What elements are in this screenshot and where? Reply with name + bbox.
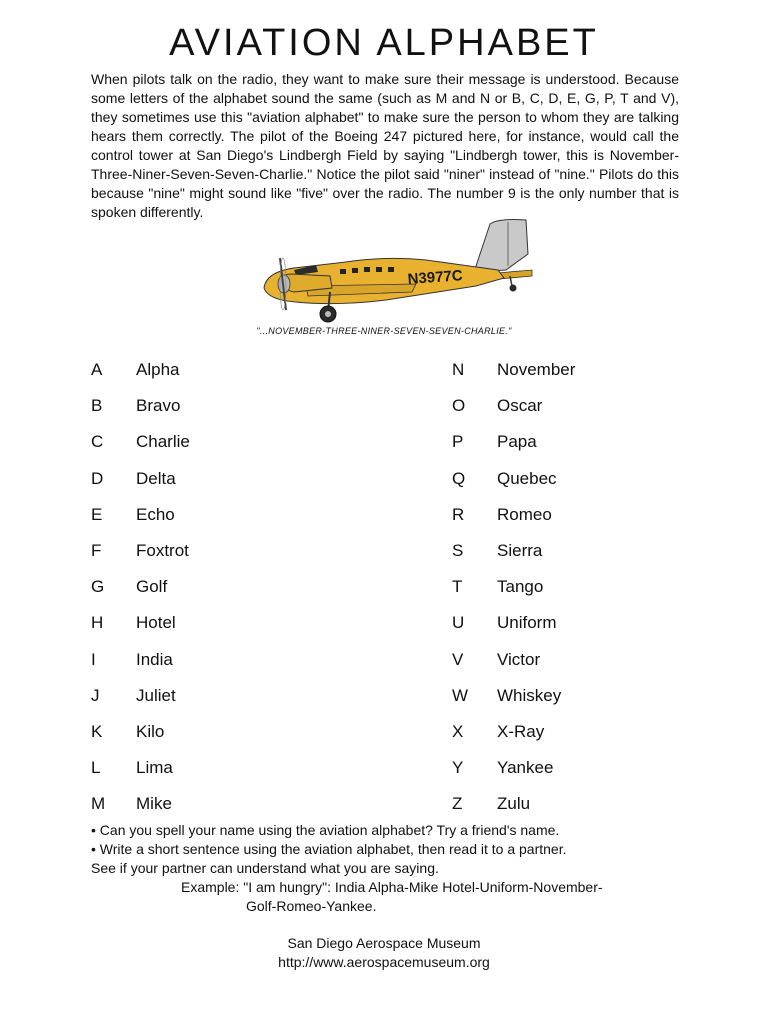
alphabet-word: Victor [497,649,541,669]
page-title: AVIATION ALPHABET [169,22,599,64]
example-line-continued: Golf-Romeo-Yankee. [246,898,377,914]
alphabet-word: Hotel [136,613,176,633]
alphabet-word: November [497,360,576,380]
museum-footer [0,934,768,972]
alphabet-word: India [136,649,173,669]
alphabet-letter: D [91,468,104,488]
alphabet-row [452,352,712,388]
alphabet-row [91,424,351,460]
activities-section [91,821,691,916]
alphabet-row [91,714,351,750]
alphabet-letter: K [91,721,103,741]
alphabet-row [452,605,712,641]
plane-window [352,268,358,273]
alphabet-word: Mike [136,794,172,814]
intro-paragraph: When pilots talk on the radio, they want to make sure their message is understood. Because some letters of the alphabet sound the same (such as M and N or B, C, D, E, G, P, T and V), they sometimes use this "aviation alphabet" to make sure the person to whom they are talking hears them correctly. The pilot of the Boeing 247 pictured here, for instance, would call the control tower at San Diego's Lindbergh Field by saying "Lindbergh tower, this is November-Three-Niner-Seven-Seven-Charlie." Notice the pilot said "niner" instead of "nine." Pilots do this because "nine" might sound like "five" over the radio. The number 9 is the only number that is spoken differently. [91,71,679,220]
alphabet-word: Tango [497,577,544,597]
alphabet-letter: L [91,758,101,778]
alphabet-row [91,786,351,822]
activity-bullet-2-continued: See if your partner can understand what you are saying. [91,860,439,876]
alphabet-letter: H [91,613,104,633]
alphabet-row [91,497,351,533]
alphabet-letter: S [452,541,464,561]
alphabet-word: Sierra [497,541,543,561]
alphabet-word: Delta [136,468,176,488]
alphabet-row [91,533,351,569]
plane-window [388,267,394,272]
alphabet-word: Oscar [497,396,543,416]
alphabet-row [452,533,712,569]
alphabet-letter: J [91,685,100,705]
alphabet-row [91,605,351,641]
alphabet-letter: X [452,721,464,741]
alphabet-word: Charlie [136,432,190,452]
activity-bullet-1: • Can you spell your name using the aviation alphabet? Try a friend's name. [91,822,560,838]
alphabet-row [452,678,712,714]
alphabet-row [452,497,712,533]
alphabet-letter: F [91,541,102,561]
alphabet-row [91,750,351,786]
alphabet-row [91,678,351,714]
alphabet-letter: Y [452,758,464,778]
plane-window [340,269,346,274]
alphabet-word: X-Ray [497,721,545,741]
alphabet-row [91,352,351,388]
alphabet-letter: U [452,613,465,633]
alphabet-word: Alpha [136,360,180,380]
alphabet-word: Kilo [136,721,165,741]
alphabet-word: Juliet [136,685,176,705]
alphabet-letter: Q [452,468,466,488]
alphabet-letter: B [91,396,103,416]
plane-window [364,267,370,272]
alphabet-column-left [91,352,351,822]
alphabet-word: Golf [136,577,168,597]
plane-window [376,267,382,272]
plane-tail-fin [474,220,528,273]
alphabet-letter: N [452,360,465,380]
activity-bullet-2: • Write a short sentence using the aviation alphabet, then read it to a partner. [91,841,567,857]
alphabet-word: Zulu [497,794,531,814]
alphabet-letter: T [452,577,463,597]
alphabet-word: Quebec [497,468,557,488]
alphabet-word: Echo [136,504,175,524]
alphabet-word: Yankee [497,758,554,778]
alphabet-row [452,786,712,822]
alphabet-row [452,642,712,678]
alphabet-letter: A [91,360,103,380]
alphabet-row [91,642,351,678]
alphabet-row [91,461,351,497]
alphabet-letter: W [452,685,469,705]
alphabet-letter: V [452,649,464,669]
alphabet-word: Uniform [497,613,557,633]
alphabet-letter: E [91,504,103,524]
alphabet-letter: G [91,577,105,597]
example-line: Example: "I am hungry": India Alpha-Mike Hotel-Uniform-November- [181,879,603,895]
alphabet-word: Bravo [136,396,181,416]
alphabet-column-right [452,352,712,822]
alphabet-letter: I [91,649,96,669]
alphabet-letter: O [452,396,466,416]
alphabet-row [452,388,712,424]
alphabet-word: Foxtrot [136,541,189,561]
plane-registration: N3977C [407,267,464,288]
alphabet-word: Romeo [497,504,552,524]
alphabet-letter: C [91,432,104,452]
alphabet-letter: R [452,504,465,524]
alphabet-row [91,388,351,424]
alphabet-row [452,569,712,605]
boeing-247-illustration [236,214,536,326]
museum-name: San Diego Aerospace Museum [287,935,481,951]
alphabet-letter: Z [452,794,463,814]
alphabet-letter: P [452,432,464,452]
alphabet-row [452,750,712,786]
plane-tail-wheel [510,285,517,292]
alphabet-row [452,424,712,460]
plane-caption: "...NOVEMBER-THREE-NINER-SEVEN-SEVEN-CHARLIE." [256,326,512,336]
alphabet-letter: M [91,794,106,814]
museum-url: http://www.aerospacemuseum.org [278,954,490,970]
alphabet-row [91,569,351,605]
alphabet-word: Whiskey [497,685,562,705]
alphabet-row [452,461,712,497]
alphabet-word: Papa [497,432,537,452]
alphabet-row [452,714,712,750]
alphabet-word: Lima [136,758,173,778]
